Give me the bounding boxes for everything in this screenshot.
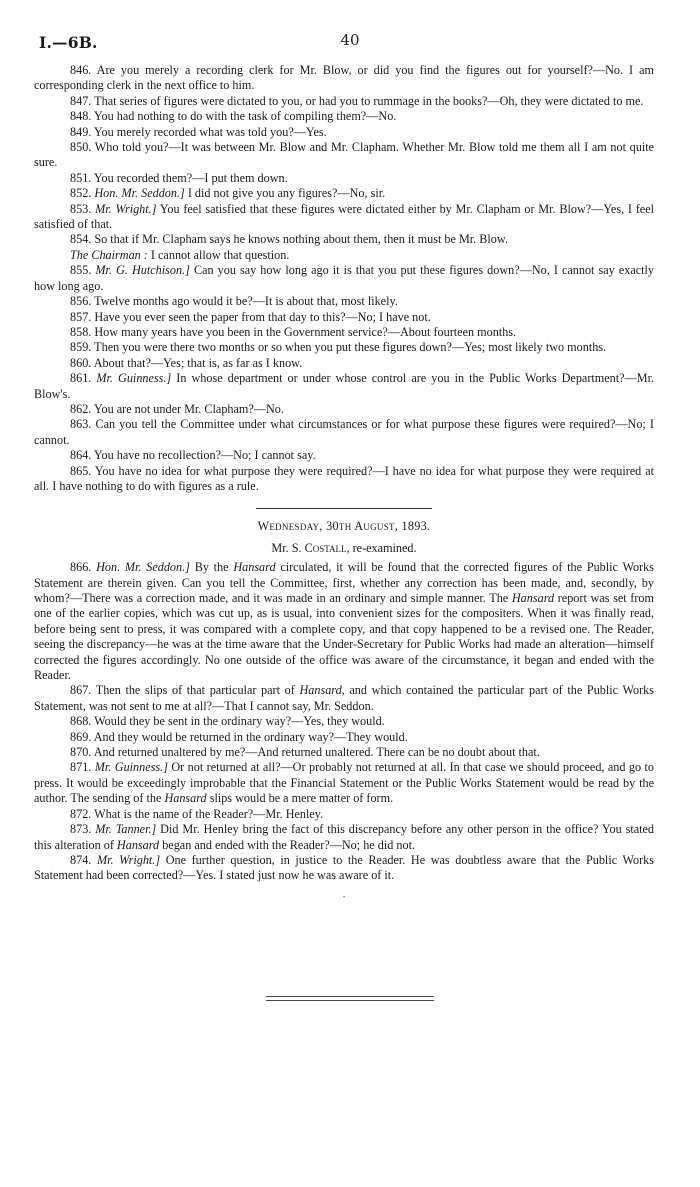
question-paragraph <box>34 714 654 729</box>
question-text: 858. How many years have you been in the Government service?—About fourteen months. <box>70 324 517 339</box>
question-text: I cannot allow that question. <box>150 247 290 262</box>
question-text: 851. You recorded them?—I put them down. <box>70 170 288 185</box>
speaker-name: Mr. Wright.] <box>96 852 161 867</box>
question-text: 857. Have you ever seen the paper from that day to this?—No; I have not. <box>70 309 431 324</box>
question-text: 847. That series of figures were dictated to you, or had you to rummage in the books?—Oh, they were dictated to me. <box>70 93 644 108</box>
question-text: 863. Can you tell the Committee under what circumstances or for what purpose these figures were required?—No; I cannot. <box>34 417 654 447</box>
question-text: 874. <box>70 852 92 867</box>
question-paragraph <box>34 294 654 309</box>
question-text: You feel satisfied that these figures were dictated either by Mr. Clapham or Mr. Blow?—Yes, I feel satisfied of that. <box>34 201 654 232</box>
publication-title: Hansard, <box>299 683 345 698</box>
speaker-name: Mr. Tanner.] <box>95 822 157 837</box>
question-paragraph <box>34 232 654 247</box>
question-paragraph <box>34 186 654 201</box>
speaker-name: Mr. Wright.] <box>95 201 157 216</box>
question-paragraph <box>34 140 654 171</box>
question-paragraph <box>34 822 654 853</box>
question-text: In whose department or under whose control are you in the Public Works Department?—Mr. Blow's. <box>34 371 655 401</box>
question-paragraph <box>34 171 654 186</box>
speaker-name: Mr. G. Hutchison.] <box>95 263 190 278</box>
question-text: 862. You are not under Mr. Clapham?—No. <box>70 401 284 416</box>
question-text: 871. <box>70 760 92 775</box>
question-paragraph <box>34 109 654 124</box>
question-text: Can you say how long ago it is that you put these figures down?—No, I cannot say exactly how long ago. <box>34 263 655 293</box>
question-paragraph <box>34 340 654 355</box>
printer-mark: · <box>341 889 347 904</box>
publication-title: Hansard <box>511 591 555 605</box>
document-body <box>34 63 654 902</box>
witness-suffix: , re-examined. <box>346 540 417 555</box>
publication-title: Hansard <box>164 791 207 806</box>
question-paragraph <box>34 248 654 263</box>
question-paragraph <box>34 560 654 683</box>
question-text: 850. Who told you?—It was between Mr. Blow and Mr. Clapham. Whether Mr. Blow told me them all I am not quite sure. <box>34 140 654 170</box>
question-text: 853. <box>70 201 92 216</box>
speaker-name: The Chairman : <box>70 247 148 262</box>
question-text: 860. About that?—Yes; that is, as far as I know. <box>70 355 303 370</box>
question-text: circulated, it will be found that the corrected figures of the Public Works Statement are therein given. Can you tell the Committee, first, whether any correction has been made, and, secondly, by whom?—There was a correction made, and it was made in an ordinary and simple manner. The <box>34 560 655 605</box>
publication-title: Hansard <box>233 560 276 575</box>
question-text: and which contained the particular part of the Public Works Statement, was not sent to me at all?—That I cannot say, Mr. Seddon. <box>34 683 655 713</box>
question-text: 861. <box>70 371 92 386</box>
question-paragraph <box>34 202 654 233</box>
question-text: Did Mr. Henley bring the fact of this discrepancy before any other person in the office? You stated this alteration of <box>34 822 655 852</box>
publication-title: Hansard <box>116 837 160 852</box>
question-text: 872. What is the name of the Reader?—Mr. Henley. <box>70 806 324 821</box>
question-paragraph <box>34 125 654 140</box>
question-text: 869. And they would be returned in the ordinary way?—They would. <box>70 729 408 744</box>
question-paragraph <box>34 730 654 745</box>
question-text: Or not returned at all?—Or probably not returned at all. In that case we should proceed, and go to press. It would be exceedingly improbable that the Financial Statement or the Public Works Statement would be read by the author. The sending of the <box>34 760 655 806</box>
question-text: 859. Then you were there two months or so when you put these figures down?—Yes; most likely two months. <box>70 340 607 355</box>
document-reference: I.—6B. <box>39 33 98 52</box>
question-text: slips would be a mere matter of form. <box>209 791 394 806</box>
question-text: 848. You had nothing to do with the task of compiling them?—No. <box>70 109 397 124</box>
question-paragraph <box>34 310 654 325</box>
testimony-block-1 <box>34 63 654 494</box>
witness-heading <box>34 541 654 556</box>
question-text: 866. <box>70 560 92 575</box>
question-paragraph <box>34 94 654 109</box>
question-text: 873. <box>70 822 92 837</box>
question-text: 849. You merely recorded what was told you?—Yes. <box>70 124 327 139</box>
question-text: By the <box>194 560 229 575</box>
question-text: I did not give you any figures?—No, sir. <box>187 186 386 201</box>
session-date: Wednesday, 30th August, 1893. <box>257 519 431 534</box>
testimony-block-2 <box>34 560 654 884</box>
question-text: 864. You have no recollection?—No; I cannot say. <box>70 448 316 463</box>
question-text: began and ended with the Reader?—No; he did not. <box>162 837 416 852</box>
question-paragraph <box>34 402 654 417</box>
question-paragraph <box>34 760 654 806</box>
question-paragraph <box>34 325 654 340</box>
question-text: 856. Twelve months ago would it be?—It is about that, most likely. <box>70 294 398 309</box>
question-text: 855. <box>70 263 92 278</box>
question-paragraph <box>34 464 654 495</box>
question-text: 865. You have no idea for what purpose they were required?—I have no idea for what purpose they were required at all. I have nothing to do with figures as a rule. <box>34 463 654 493</box>
question-paragraph <box>34 683 654 714</box>
question-paragraph <box>34 371 654 402</box>
question-text: One further question, in justice to the Reader. He was doubtless aware that the Public Works Statement had been corrected?—Yes. I stated just now he was aware of it. <box>34 852 655 883</box>
question-text: report was set from one of the earlier copies, which was cut up, as is usual, into convenient sizes for the compositers. When it was finally read, before being sent to press, it was compared with a complete copy, and that copy happened to be a revised one. The Reader, seeing the discrepancy—he was at the time aware that the Under-Secretary for Public Works had made an alteration—himself corrected the figures accordingly. No one outside of the office was aware of the circumstance, it began and ended with the Reader. <box>34 591 654 683</box>
question-paragraph <box>34 63 654 94</box>
question-text: 854. So that if Mr. Clapham says he knows nothing about them, then it must be Mr. Blow. <box>70 232 508 247</box>
section-divider <box>256 508 432 509</box>
question-text: 852. <box>70 186 92 201</box>
witness-prefix: Mr. S. <box>271 540 302 555</box>
page-number: 40 <box>340 31 360 49</box>
question-text: 846. Are you merely a recording clerk for Mr. Blow, or did you find the figures out for yourself?—No. I am corresponding clerk in the next office to him. <box>34 63 654 93</box>
end-rule-bottom <box>266 1000 434 1001</box>
question-text: 868. Would they be sent in the ordinary way?—Yes, they would. <box>70 714 385 729</box>
speaker-name: Hon. Mr. Seddon.] <box>94 186 185 201</box>
question-paragraph <box>34 263 654 294</box>
question-paragraph <box>34 853 654 884</box>
question-paragraph <box>34 745 654 760</box>
witness-name: Costall <box>304 540 347 555</box>
question-text: 867. Then the slips of that particular part of <box>70 683 295 698</box>
speaker-name: Hon. Mr. Seddon.] <box>96 560 190 575</box>
speaker-name: Mr. Guinness.] <box>96 371 172 386</box>
question-paragraph <box>34 356 654 371</box>
end-rule-top <box>266 996 434 997</box>
question-paragraph <box>34 417 654 448</box>
question-text: 870. And returned unaltered by me?—And returned unaltered. There can be no doubt about that. <box>70 745 540 760</box>
question-paragraph <box>34 807 654 822</box>
speaker-name: Mr. Guinness.] <box>94 760 168 775</box>
question-paragraph <box>34 448 654 463</box>
